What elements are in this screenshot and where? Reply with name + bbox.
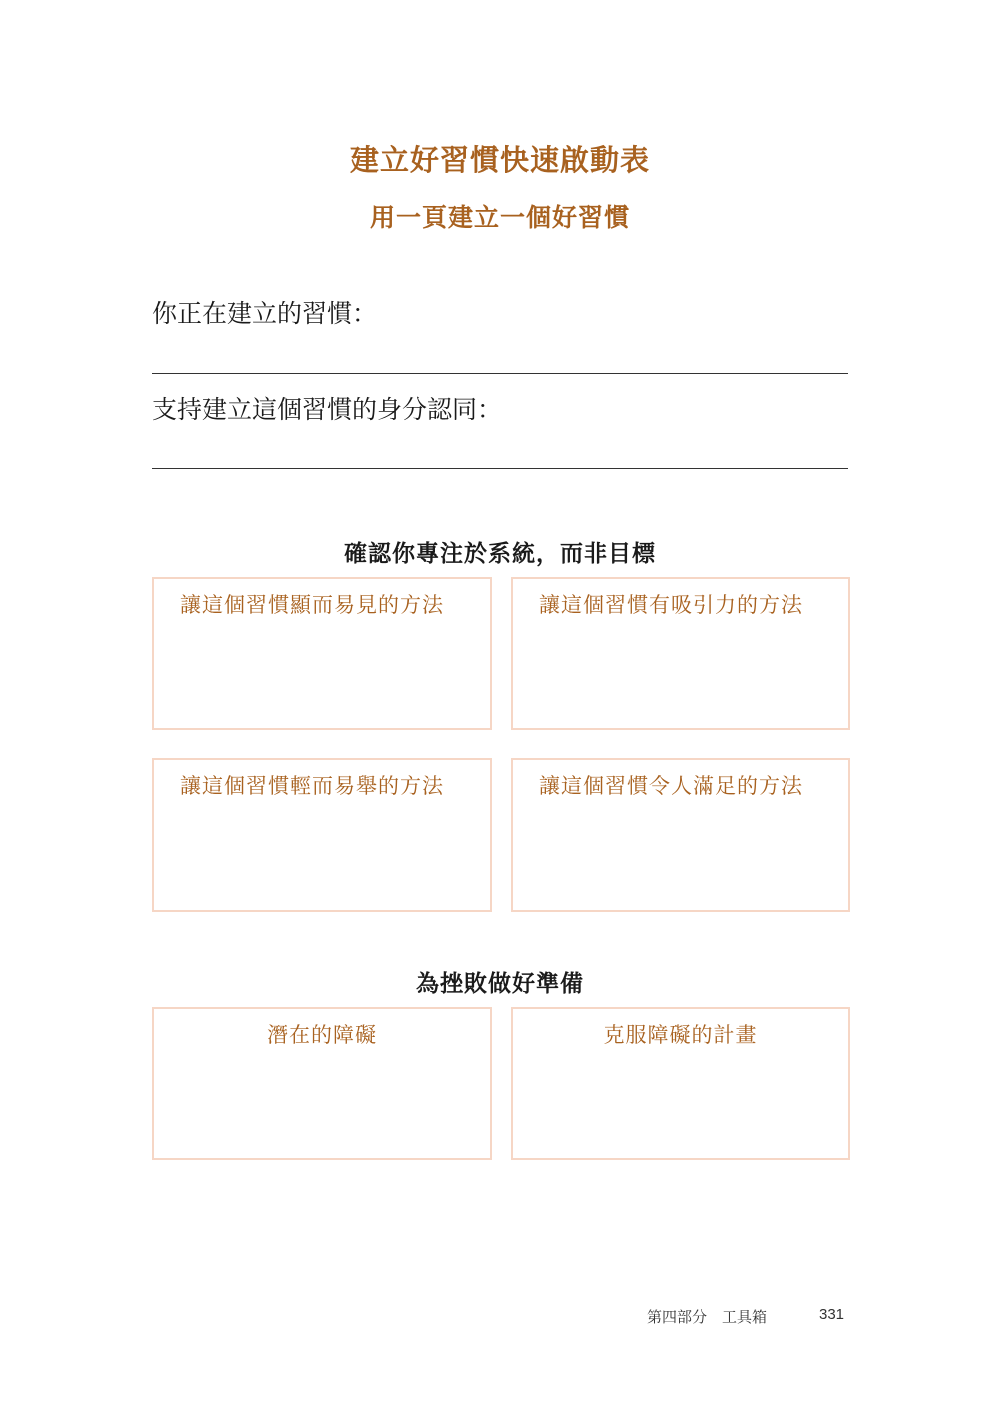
satisfying-method-title: 讓這個習慣令人滿足的方法 (539, 774, 803, 798)
systems-section-heading: 確認你專注於系統，而非目標 (344, 541, 656, 567)
easy-method-title: 讓這個習慣輕而易舉的方法 (180, 774, 444, 798)
obvious-method-box[interactable] (152, 577, 492, 730)
satisfying-method-box[interactable] (511, 758, 850, 912)
obvious-method-title: 讓這個習慣顯而易見的方法 (180, 593, 444, 617)
footer-section-label: 第四部分 工具箱 (647, 1308, 768, 1326)
identity-answer-line[interactable] (152, 468, 848, 469)
obstacles-box[interactable] (152, 1007, 492, 1160)
identity-label: 支持建立這個習慣的身分認同： (152, 395, 503, 424)
overcome-plan-box[interactable] (511, 1007, 850, 1160)
habit-answer-line[interactable] (152, 373, 848, 374)
page-title: 建立好習慣快速啟動表 (349, 143, 650, 177)
page-number: 331 (819, 1306, 845, 1323)
habit-label: 你正在建立的習慣： (152, 299, 378, 328)
page-subtitle: 用一頁建立一個好習慣 (369, 203, 630, 232)
easy-method-box[interactable] (152, 758, 492, 912)
failure-section-heading: 為挫敗做好準備 (416, 971, 584, 997)
attractive-method-box[interactable] (511, 577, 850, 730)
obstacles-title: 潛在的障礙 (267, 1023, 377, 1047)
attractive-method-title: 讓這個習慣有吸引力的方法 (539, 593, 803, 617)
overcome-plan-title: 克服障礙的計畫 (603, 1023, 758, 1047)
